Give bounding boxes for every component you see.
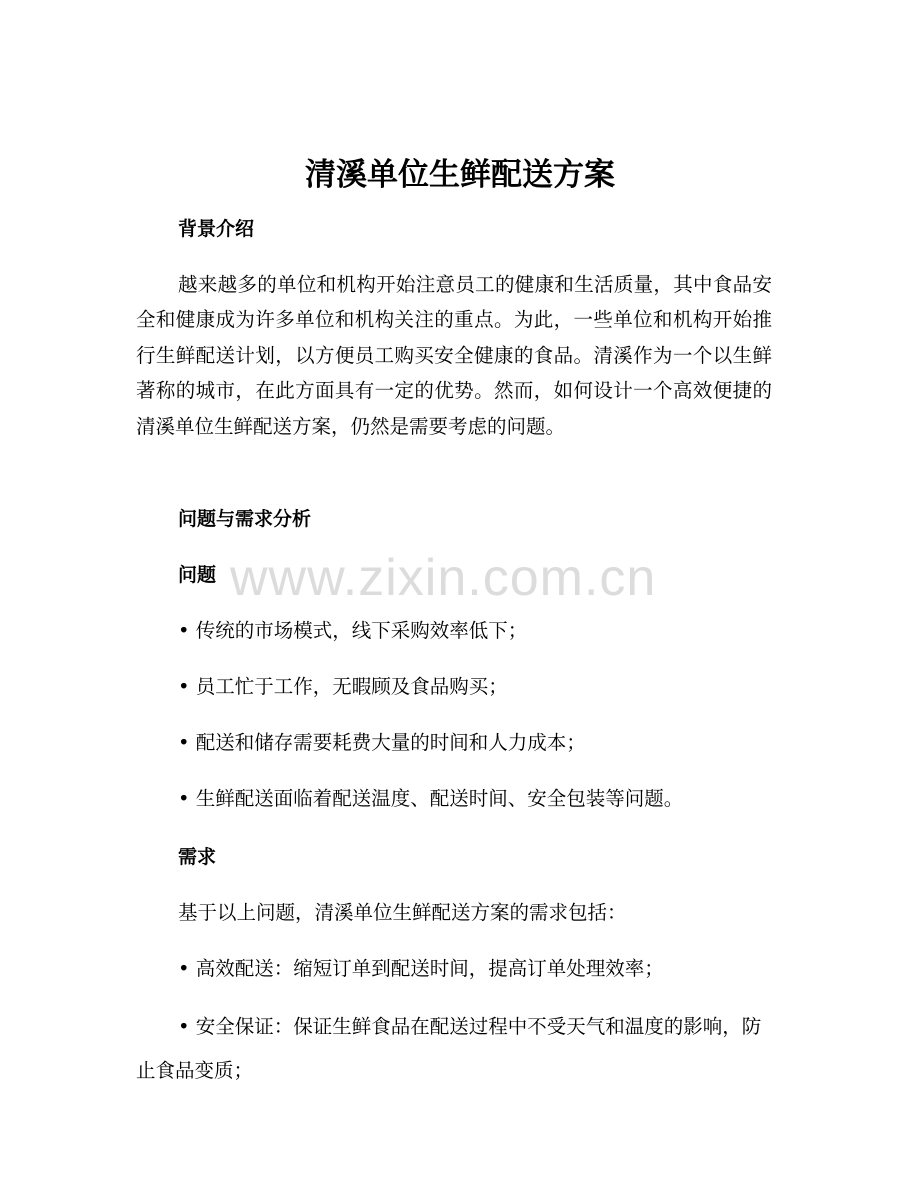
heading-problems: 问题 xyxy=(178,564,217,586)
problem-item-2: • 员工忙于工作，无暇顾及食品购买； xyxy=(178,675,508,698)
need-item-1: • 高效配送：缩短订单到配送时间，提高订单处理效率； xyxy=(178,957,664,980)
watermark-text: www.zixin.com.cn xyxy=(230,549,657,607)
heading-background: 背景介绍 xyxy=(178,218,255,240)
problem-item-1: • 传统的市场模式，线下采购效率低下； xyxy=(178,619,528,642)
problem-item-4: • 生鲜配送面临着配送温度、配送时间、安全包装等问题。 xyxy=(178,787,684,810)
background-paragraph: 越来越多的单位和机构开始注意员工的健康和生活质量，其中食品安全和健康成为许多单位和机构关注的重点。为此，一些单位和机构开始推行生鲜配送计划，以方便员工购买安全健康的食品。清溪作为一个以生鲜著称的城市，在此方面具有一定的优势。然而，如何设计一个高效便捷的清溪单位生鲜配送方案，仍然是需要考虑的问题。 xyxy=(136,273,772,438)
heading-needs: 需求 xyxy=(178,846,217,868)
need-item-2: • 安全保证：保证生鲜食品在配送过程中不受天气和温度的影响，防止食品变质； xyxy=(136,1015,762,1082)
problem-item-3: • 配送和储存需要耗费大量的时间和人力成本； xyxy=(178,731,586,754)
heading-analysis: 问题与需求分析 xyxy=(178,508,312,530)
needs-intro: 基于以上问题，清溪单位生鲜配送方案的需求包括： xyxy=(178,901,627,924)
document-title: 清溪单位生鲜配送方案 xyxy=(305,157,615,193)
